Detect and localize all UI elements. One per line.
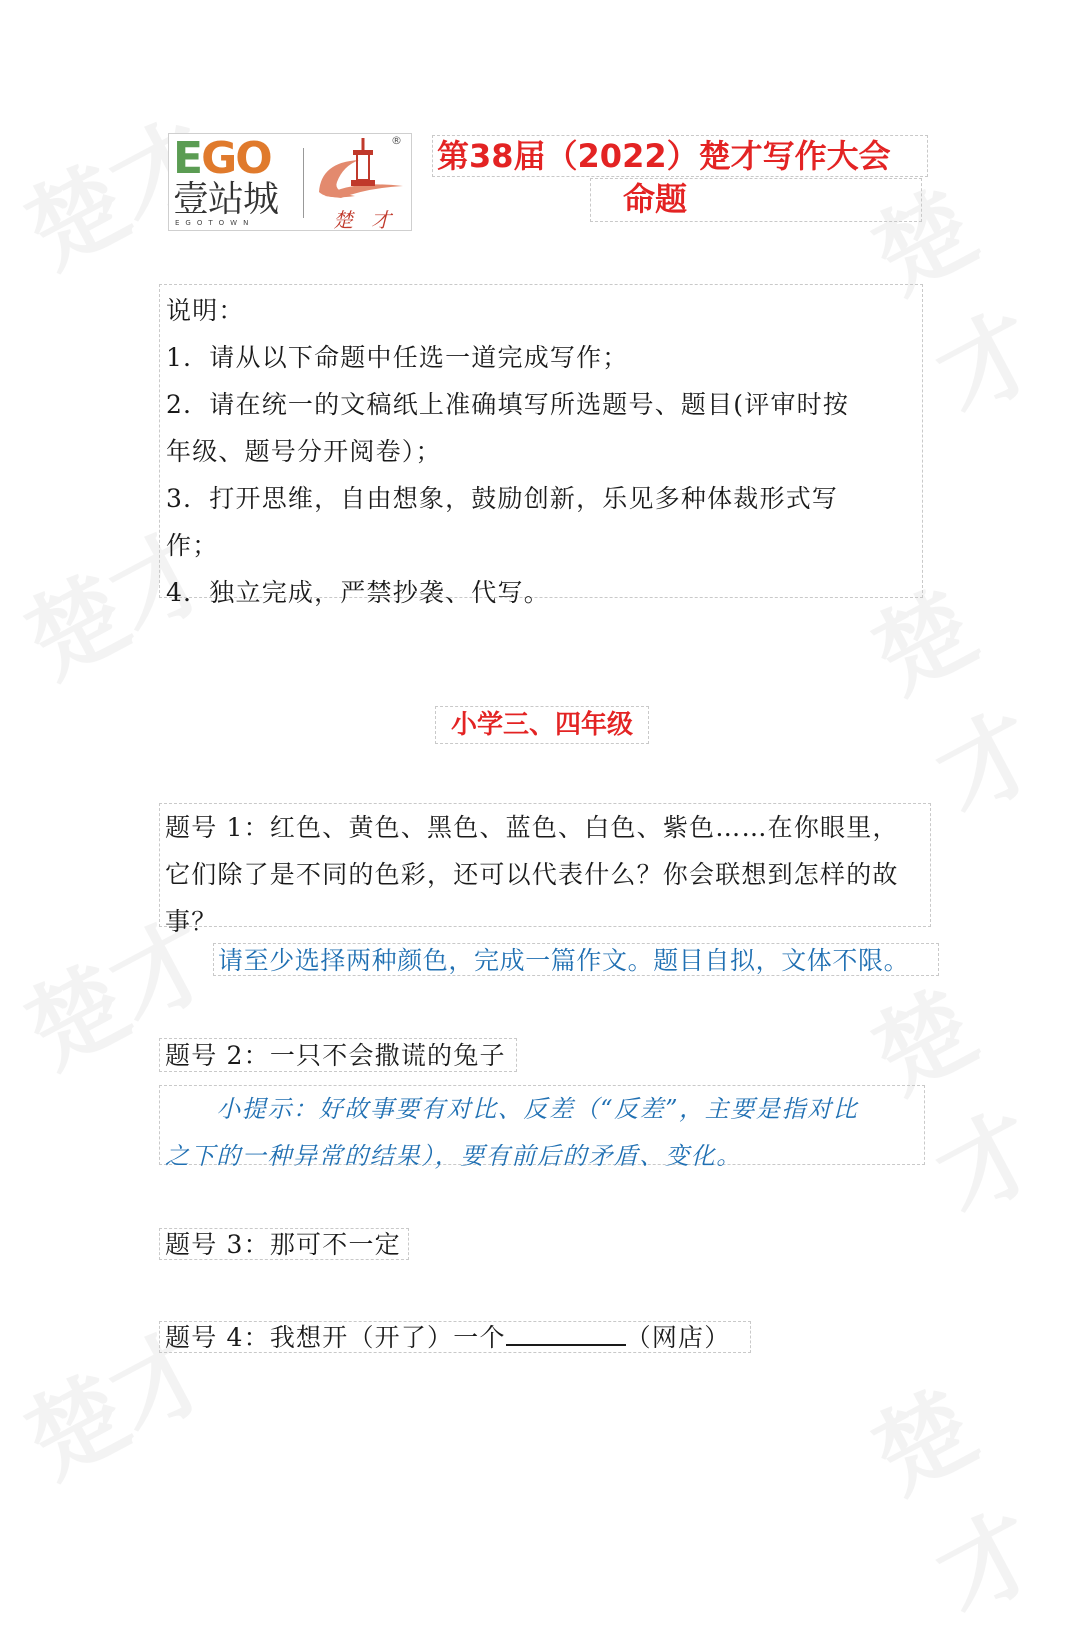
ego-letter-o: O (235, 133, 271, 184)
logo-divider (303, 148, 304, 218)
grade-heading: 小学三、四年级 (435, 706, 649, 744)
question-1-line: 事？ (165, 907, 218, 936)
page-title-line1: 第38届（2022）楚才写作大会 (432, 135, 928, 177)
instructions-heading: 说明： (166, 296, 245, 325)
question-2-hint-line: 之下的一种异常的结果），要有前后的矛盾、变化。 (165, 1142, 742, 1170)
question-2: 题号 2：一只不会撒谎的兔子 (159, 1038, 517, 1072)
instructions-line: 3．打开思维，自由想象，鼓励创新，乐见多种体裁形式写 (166, 484, 839, 513)
question-4 (159, 1321, 751, 1353)
instructions-box (159, 284, 923, 607)
page-title-line2: 命题 (590, 178, 922, 222)
instructions-line: 2．请在统一的文稿纸上准确填写所选题号、题目(评审时按 (166, 390, 850, 419)
question-4-suffix: （网店） (625, 1323, 731, 1352)
chucai-logo-text: 楚才 (333, 208, 409, 232)
ego-logo-subtitle: EGOTOWN (175, 219, 255, 227)
ego-logo-letters (173, 133, 271, 184)
question-1-note: 请至少选择两种颜色，完成一篇作文。题目自拟，文体不限。 (213, 943, 939, 976)
question-1-line: 题号 1：红色、黄色、黑色、蓝色、白色、紫色……在你眼里， (165, 813, 899, 842)
ego-logo-chinese: 壹站城 (173, 179, 279, 220)
instructions-line: 年级、题号分开阅卷）； (166, 437, 442, 466)
ego-letter-e: E (173, 133, 202, 184)
fill-in-blank (506, 1322, 626, 1346)
registered-mark: ® (391, 134, 402, 147)
logo (168, 133, 412, 231)
question-3: 题号 3：那可不一定 (159, 1228, 409, 1260)
question-1-line: 它们除了是不同的色彩，还可以代表什么？你会联想到怎样的故 (165, 860, 899, 889)
instructions-line: 作； (166, 531, 219, 560)
question-2-hint-line: 小提示：好故事要有对比、反差（“反差”，主要是指对比 (165, 1095, 859, 1123)
instructions-line: 1．请从以下命题中任选一道完成写作； (166, 343, 629, 372)
question-2-hint (159, 1085, 925, 1170)
ego-letter-g: G (201, 133, 236, 184)
watermark (846, 1314, 1080, 1640)
instructions-line: 4．独立完成，严禁抄袭、代写。 (166, 578, 550, 607)
question-4-prefix: 题号 4：我想开（开了）一个 (165, 1323, 506, 1352)
question-1 (159, 803, 931, 936)
